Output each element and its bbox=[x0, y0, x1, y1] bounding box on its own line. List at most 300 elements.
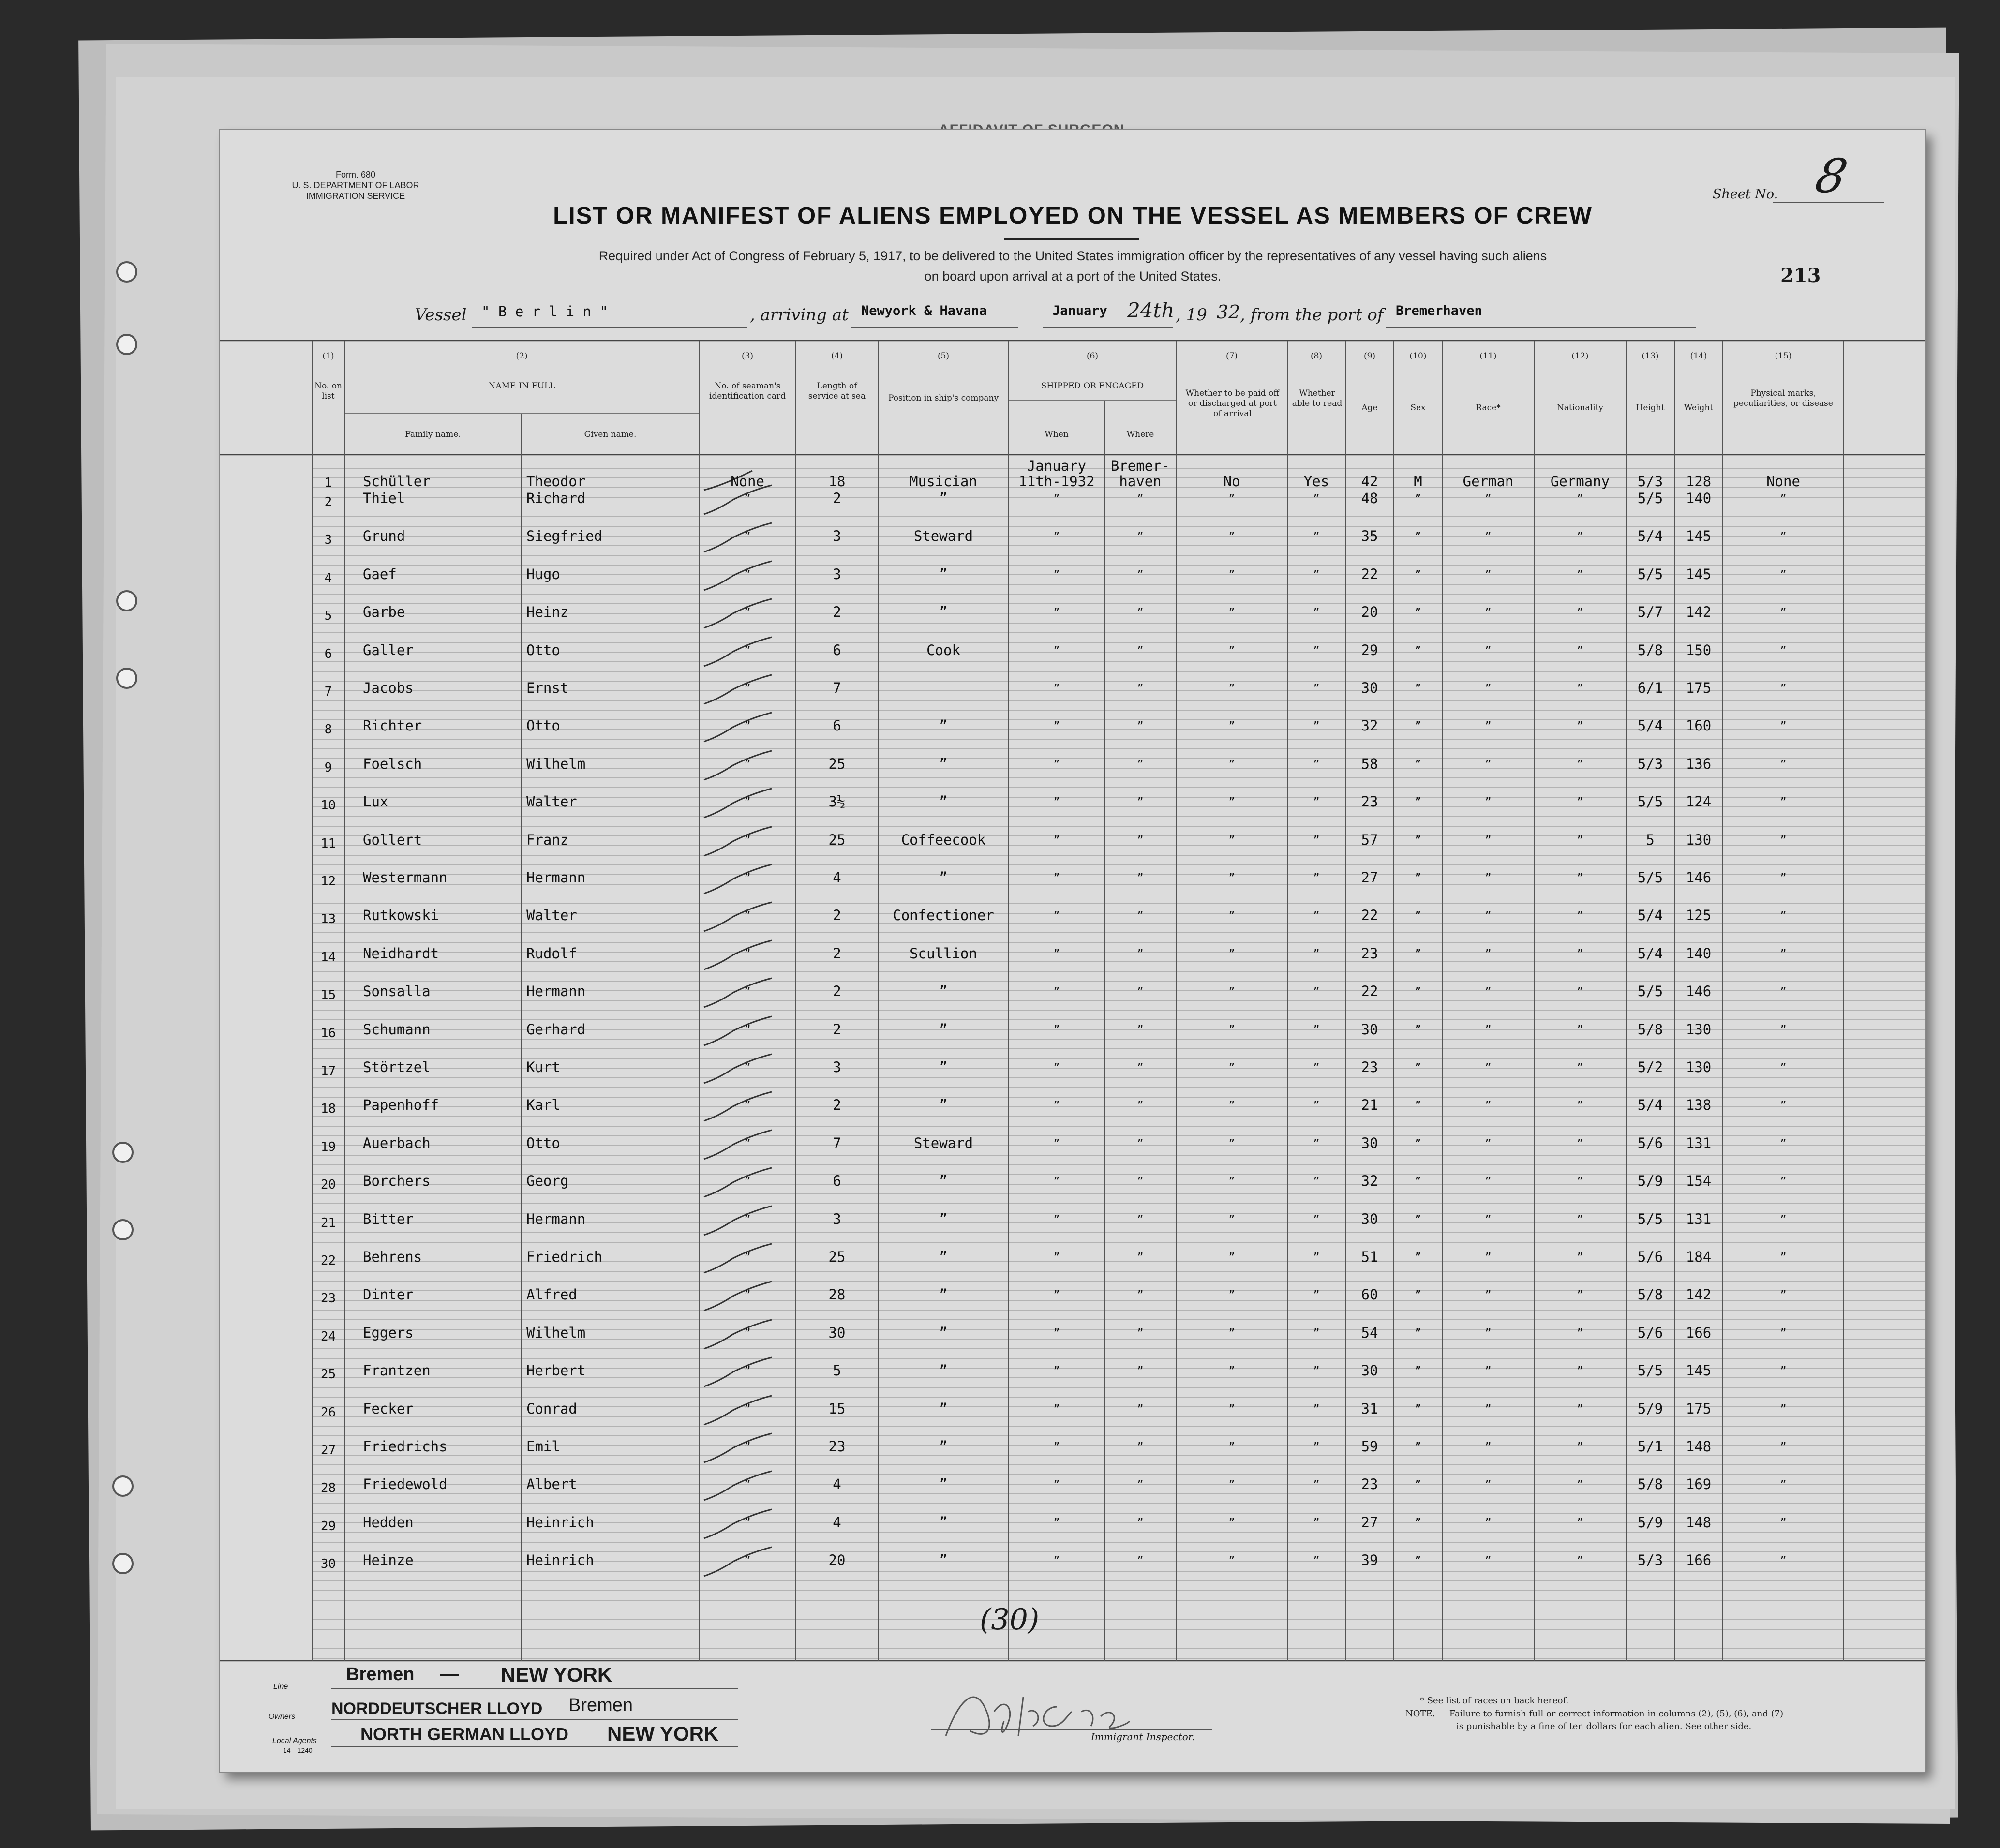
ditto-mark: ” bbox=[1577, 1138, 1583, 1150]
ditto-mark: ” bbox=[1313, 1517, 1320, 1529]
ditto-mark: ” bbox=[1313, 910, 1320, 922]
nationality: Germany bbox=[1550, 473, 1610, 490]
binder-hole bbox=[112, 1142, 134, 1163]
ditto-mark: ” bbox=[1228, 1517, 1235, 1529]
weight: 128 bbox=[1686, 473, 1712, 490]
header-id-card: No. of seaman's identification card bbox=[709, 381, 786, 401]
row-number: 30 bbox=[320, 1557, 336, 1571]
row-number: 22 bbox=[320, 1253, 336, 1268]
header-age: Age bbox=[1361, 403, 1378, 413]
owners-label: Owners bbox=[269, 1713, 296, 1721]
age: 30 bbox=[1361, 1362, 1378, 1379]
ditto-mark: ” bbox=[1577, 1479, 1583, 1491]
ditto-mark: ” bbox=[1577, 1403, 1583, 1416]
height: 5/4 bbox=[1637, 717, 1663, 734]
ditto-mark: ” bbox=[1780, 683, 1787, 695]
height: 5/8 bbox=[1637, 642, 1663, 658]
ditto-mark: ” bbox=[1053, 872, 1060, 884]
ditto-mark: ” bbox=[1228, 1024, 1235, 1036]
col-num: (5) bbox=[937, 351, 950, 361]
ditto-mark: ” bbox=[1415, 872, 1421, 884]
age: 23 bbox=[1361, 945, 1378, 962]
weight: 125 bbox=[1686, 907, 1712, 924]
line-underline bbox=[331, 1688, 738, 1689]
col-num: (13) bbox=[1642, 351, 1659, 361]
given-name: Friedrich bbox=[526, 1249, 603, 1265]
position: ” bbox=[939, 1286, 948, 1303]
age: 32 bbox=[1361, 717, 1378, 734]
weight: 166 bbox=[1686, 1552, 1712, 1568]
col-num: (10) bbox=[1409, 351, 1427, 361]
ditto-mark: ” bbox=[1313, 1555, 1320, 1567]
header-paid-off: Whether to be paid off or discharged at port of arrival bbox=[1185, 388, 1280, 418]
position: Cook bbox=[926, 642, 960, 658]
weight: 160 bbox=[1686, 717, 1712, 734]
ditto-mark: ” bbox=[1053, 1555, 1060, 1567]
ditto-mark: ” bbox=[1313, 986, 1320, 998]
height: 5/5 bbox=[1637, 1211, 1663, 1227]
height: 5/8 bbox=[1637, 1021, 1663, 1038]
service-length: 15 bbox=[828, 1401, 846, 1417]
weight: 145 bbox=[1686, 528, 1712, 544]
row-number: 20 bbox=[320, 1177, 336, 1192]
given-name: Richard bbox=[526, 490, 586, 507]
age: 39 bbox=[1361, 1552, 1378, 1568]
ditto-mark: ” bbox=[1485, 910, 1492, 922]
ditto-mark: ” bbox=[1415, 1555, 1421, 1567]
ditto-mark: ” bbox=[1485, 720, 1492, 732]
ditto-mark: ” bbox=[744, 948, 751, 960]
ditto-mark: ” bbox=[1577, 910, 1583, 922]
ditto-mark: ” bbox=[1053, 1214, 1060, 1226]
weight: 131 bbox=[1686, 1135, 1712, 1151]
binder-hole bbox=[112, 1553, 134, 1574]
ditto-mark: ” bbox=[1485, 645, 1492, 657]
ditto-mark: ” bbox=[1485, 683, 1492, 695]
age: 23 bbox=[1361, 1059, 1378, 1075]
shipped-when-2: 11th-1932 bbox=[1018, 473, 1095, 490]
ditto-mark: ” bbox=[1577, 1517, 1583, 1529]
ditto-mark: ” bbox=[1577, 796, 1583, 808]
family-name: Frantzen bbox=[363, 1362, 431, 1379]
shipped-where-1: Bremer- bbox=[1110, 458, 1170, 474]
ditto-mark: ” bbox=[1053, 759, 1060, 771]
col-num: (4) bbox=[831, 351, 843, 361]
from-label: , from the port of bbox=[1240, 305, 1384, 325]
ditto-mark: ” bbox=[1485, 1365, 1492, 1377]
ditto-mark: ” bbox=[1313, 720, 1320, 732]
header-sex: Sex bbox=[1410, 403, 1426, 413]
sex: M bbox=[1414, 473, 1422, 490]
header-position: Position in ship's company bbox=[888, 393, 999, 403]
owner-name: NORDDEUTSCHER LLOYD bbox=[331, 1699, 543, 1718]
position: Scullion bbox=[910, 945, 977, 962]
row-number: 25 bbox=[320, 1367, 336, 1382]
row-number: 2 bbox=[324, 495, 332, 509]
ditto-mark: ” bbox=[744, 1403, 751, 1416]
ditto-mark: ” bbox=[1485, 1479, 1492, 1491]
col-num: (11) bbox=[1479, 351, 1497, 361]
ditto-mark: ” bbox=[1485, 1100, 1492, 1112]
penalty-note-1: NOTE. — Failure to furnish full or correct information in columns (2), (5), (6), and (7) bbox=[1405, 1709, 1784, 1719]
family-name: Richter bbox=[363, 717, 422, 734]
ditto-mark: ” bbox=[1415, 569, 1421, 581]
col-num: (15) bbox=[1775, 351, 1792, 361]
position: ” bbox=[939, 1173, 948, 1189]
ditto-mark: ” bbox=[1053, 1024, 1060, 1036]
ditto-mark: ” bbox=[744, 720, 751, 732]
position: Musician bbox=[910, 473, 977, 490]
row-number: 21 bbox=[320, 1216, 336, 1230]
ditto-mark: ” bbox=[1780, 796, 1787, 808]
given-name: Otto bbox=[526, 717, 560, 734]
age: 57 bbox=[1361, 832, 1378, 848]
age: 58 bbox=[1361, 756, 1378, 772]
ditto-mark: ” bbox=[1313, 1289, 1320, 1301]
ditto-mark: ” bbox=[1137, 1327, 1144, 1340]
ditto-mark: ” bbox=[1137, 1024, 1144, 1036]
service-length: 2 bbox=[833, 490, 841, 507]
requirement-line-1: Required under Act of Congress of February 5, 1917, to be delivered to the United States immigration officer by the representatives of any vessel having such aliens bbox=[598, 249, 1547, 263]
inspector-label: Immigrant Inspector. bbox=[1091, 1731, 1195, 1743]
ditto-mark: ” bbox=[1577, 645, 1583, 657]
ditto-mark: ” bbox=[1228, 1062, 1235, 1074]
ditto-mark: ” bbox=[1313, 1403, 1320, 1416]
ditto-mark: ” bbox=[1485, 1024, 1492, 1036]
ditto-mark: ” bbox=[1485, 493, 1492, 505]
ditto-mark: ” bbox=[1137, 1365, 1144, 1377]
given-name: Heinrich bbox=[526, 1552, 594, 1568]
height: 5/5 bbox=[1637, 869, 1663, 886]
service-length: 2 bbox=[833, 1021, 841, 1038]
ditto-mark: ” bbox=[1485, 1252, 1492, 1264]
ditto-mark: ” bbox=[1780, 910, 1787, 922]
ditto-mark: ” bbox=[744, 1517, 751, 1529]
given-name: Heinrich bbox=[526, 1514, 594, 1531]
ditto-mark: ” bbox=[1137, 1062, 1144, 1074]
family-name: Friedewold bbox=[363, 1476, 448, 1492]
ditto-mark: ” bbox=[1780, 1403, 1787, 1416]
age: 30 bbox=[1361, 1021, 1378, 1038]
weight: 166 bbox=[1686, 1325, 1712, 1341]
ditto-mark: ” bbox=[1228, 796, 1235, 808]
service-length: 2 bbox=[833, 604, 841, 620]
ditto-mark: ” bbox=[1415, 1100, 1421, 1112]
ditto-mark: ” bbox=[1137, 759, 1144, 771]
family-name: Borchers bbox=[363, 1173, 431, 1189]
service-length: 28 bbox=[828, 1286, 846, 1303]
weight: 150 bbox=[1686, 642, 1712, 658]
given-name: Wilhelm bbox=[526, 756, 586, 772]
family-name: Fecker bbox=[363, 1401, 414, 1417]
service-length: 3 bbox=[833, 528, 841, 544]
age: 20 bbox=[1361, 604, 1378, 620]
position: ” bbox=[939, 566, 948, 582]
given-name: Hermann bbox=[526, 1211, 586, 1227]
ditto-mark: ” bbox=[1053, 607, 1060, 619]
race: German bbox=[1463, 473, 1514, 490]
header-length-service: Length of service at sea bbox=[808, 381, 866, 401]
ditto-mark: ” bbox=[1780, 948, 1787, 960]
weight: 146 bbox=[1686, 983, 1712, 999]
weight: 140 bbox=[1686, 945, 1712, 962]
family-name: Gollert bbox=[363, 832, 422, 848]
ditto-mark: ” bbox=[1577, 607, 1583, 619]
line-from: Bremen bbox=[346, 1664, 415, 1684]
ditto-mark: ” bbox=[744, 607, 751, 619]
owners-underline bbox=[331, 1719, 738, 1720]
service-length: 2 bbox=[833, 1097, 841, 1113]
row-number: 17 bbox=[320, 1064, 336, 1078]
paid-off: No bbox=[1223, 473, 1240, 490]
ditto-mark: ” bbox=[1415, 796, 1421, 808]
age: 22 bbox=[1361, 566, 1378, 582]
ditto-mark: ” bbox=[1228, 759, 1235, 771]
family-name: Jacobs bbox=[363, 680, 414, 696]
ditto-mark: ” bbox=[744, 683, 751, 695]
ditto-mark: ” bbox=[1313, 1176, 1320, 1188]
ditto-mark: ” bbox=[1415, 1138, 1421, 1150]
ditto-mark: ” bbox=[1415, 1024, 1421, 1036]
given-name: Otto bbox=[526, 642, 560, 658]
service-length: 23 bbox=[828, 1438, 846, 1455]
ditto-mark: ” bbox=[1228, 569, 1235, 581]
family-name: Heinze bbox=[363, 1552, 414, 1568]
header-race: Race* bbox=[1476, 403, 1501, 413]
ditto-mark: ” bbox=[1228, 531, 1235, 543]
ditto-mark: ” bbox=[1577, 1289, 1583, 1301]
row-number: 4 bbox=[324, 571, 332, 585]
height: 5/5 bbox=[1637, 793, 1663, 810]
year-prefix: , 19 bbox=[1176, 305, 1207, 325]
port-underline bbox=[1386, 327, 1696, 328]
ditto-mark: ” bbox=[1780, 1176, 1787, 1188]
given-name: Rudolf bbox=[526, 945, 577, 962]
age: 27 bbox=[1361, 1514, 1378, 1531]
ditto-mark: ” bbox=[1577, 531, 1583, 543]
service-length: 3 bbox=[833, 1059, 841, 1075]
owner-city: Bremen bbox=[568, 1695, 633, 1715]
ditto-mark: ” bbox=[1415, 607, 1421, 619]
given-name: Conrad bbox=[526, 1401, 577, 1417]
department-label: U. S. DEPARTMENT OF LABOR bbox=[292, 180, 419, 190]
ditto-mark: ” bbox=[1415, 835, 1421, 847]
ditto-mark: ” bbox=[1485, 1214, 1492, 1226]
service-length: 3½ bbox=[828, 793, 846, 810]
ditto-mark: ” bbox=[744, 531, 751, 543]
weight: 175 bbox=[1686, 1401, 1712, 1417]
ditto-mark: ” bbox=[1577, 1252, 1583, 1264]
age: 54 bbox=[1361, 1325, 1378, 1341]
ditto-mark: ” bbox=[1577, 1365, 1583, 1377]
ditto-mark: ” bbox=[1053, 796, 1060, 808]
family-name: Papenhoff bbox=[363, 1097, 439, 1113]
ditto-mark: ” bbox=[744, 1365, 751, 1377]
agents-name: NORTH GERMAN LLOYD bbox=[360, 1724, 568, 1744]
ditto-mark: ” bbox=[1313, 1100, 1320, 1112]
height: 5/5 bbox=[1637, 490, 1663, 507]
arriving-underline bbox=[851, 327, 1018, 328]
position: ” bbox=[939, 1438, 948, 1455]
row-number: 27 bbox=[320, 1443, 336, 1458]
ditto-mark: ” bbox=[1313, 493, 1320, 505]
weight: 140 bbox=[1686, 490, 1712, 507]
given-name: Walter bbox=[526, 907, 577, 924]
ditto-mark: ” bbox=[1313, 569, 1320, 581]
ditto-mark: ” bbox=[1313, 1024, 1320, 1036]
given-name: Georg bbox=[526, 1173, 569, 1189]
col-num: (8) bbox=[1310, 351, 1323, 361]
given-name: Hermann bbox=[526, 869, 586, 886]
family-name: Garbe bbox=[363, 604, 405, 620]
age: 23 bbox=[1361, 793, 1378, 810]
family-name: Hedden bbox=[363, 1514, 414, 1531]
ditto-mark: ” bbox=[1228, 1176, 1235, 1188]
ditto-mark: ” bbox=[1485, 796, 1492, 808]
able-read: Yes bbox=[1303, 473, 1329, 490]
sheet-number: 8 bbox=[1811, 149, 1852, 203]
position: Confectioner bbox=[893, 907, 994, 924]
ditto-mark: ” bbox=[1577, 569, 1583, 581]
row-number: 23 bbox=[320, 1291, 336, 1306]
ditto-mark: ” bbox=[1415, 683, 1421, 695]
arrival-month: January bbox=[1052, 303, 1107, 318]
ditto-mark: ” bbox=[1228, 910, 1235, 922]
vessel-underline bbox=[472, 327, 747, 328]
ditto-mark: ” bbox=[1053, 1517, 1060, 1529]
ditto-mark: ” bbox=[1415, 1252, 1421, 1264]
ditto-mark: ” bbox=[1137, 1403, 1144, 1416]
position: ” bbox=[939, 1514, 948, 1531]
ditto-mark: ” bbox=[1137, 1214, 1144, 1226]
ditto-mark: ” bbox=[1415, 1403, 1421, 1416]
row-number: 14 bbox=[320, 950, 336, 965]
header-shipped: SHIPPED OR ENGAGED bbox=[1041, 381, 1144, 391]
ditto-mark: ” bbox=[1485, 872, 1492, 884]
row-number: 1 bbox=[324, 476, 332, 490]
height: 5/3 bbox=[1637, 473, 1663, 490]
family-name: Westermann bbox=[363, 869, 448, 886]
col-num: (9) bbox=[1363, 351, 1376, 361]
given-name: Heinz bbox=[526, 604, 569, 620]
row-number: 7 bbox=[324, 685, 332, 699]
given-name: Siegfried bbox=[526, 528, 603, 544]
binder-hole bbox=[116, 334, 137, 355]
ditto-mark: ” bbox=[1053, 493, 1060, 505]
ditto-mark: ” bbox=[1228, 720, 1235, 732]
ditto-mark: ” bbox=[1415, 1327, 1421, 1340]
service-length: 4 bbox=[833, 869, 841, 886]
row-number: 15 bbox=[320, 988, 336, 1002]
ditto-mark: ” bbox=[744, 1062, 751, 1074]
line-label: Line bbox=[273, 1683, 288, 1691]
weight: 184 bbox=[1686, 1249, 1712, 1265]
ditto-mark: ” bbox=[1228, 1252, 1235, 1264]
height: 5/6 bbox=[1637, 1325, 1663, 1341]
row-number: 28 bbox=[320, 1481, 336, 1495]
ditto-mark: ” bbox=[1053, 683, 1060, 695]
age: 21 bbox=[1361, 1097, 1378, 1113]
ditto-mark: ” bbox=[1137, 720, 1144, 732]
ditto-mark: ” bbox=[1137, 645, 1144, 657]
ditto-mark: ” bbox=[1137, 796, 1144, 808]
weight: 145 bbox=[1686, 1362, 1712, 1379]
family-name: Schumann bbox=[363, 1021, 431, 1038]
service-length: 6 bbox=[833, 1173, 841, 1189]
ditto-mark: ” bbox=[1313, 1327, 1320, 1340]
age: 22 bbox=[1361, 983, 1378, 999]
weight: 130 bbox=[1686, 1059, 1712, 1075]
ditto-mark: ” bbox=[1415, 1289, 1421, 1301]
position: ” bbox=[939, 490, 948, 507]
ditto-mark: ” bbox=[1415, 493, 1421, 505]
ditto-mark: ” bbox=[1415, 1479, 1421, 1491]
ditto-mark: ” bbox=[1228, 1441, 1235, 1453]
ditto-mark: ” bbox=[1053, 1403, 1060, 1416]
stamp-number: 213 bbox=[1780, 264, 1821, 287]
ditto-mark: ” bbox=[1780, 1479, 1787, 1491]
ditto-mark: ” bbox=[1577, 1024, 1583, 1036]
ditto-mark: ” bbox=[1577, 1062, 1583, 1074]
voyage-line bbox=[220, 298, 1865, 326]
ditto-mark: ” bbox=[1485, 1062, 1492, 1074]
ditto-mark: ” bbox=[744, 910, 751, 922]
ditto-mark: ” bbox=[1485, 1441, 1492, 1453]
height: 5/9 bbox=[1637, 1401, 1663, 1417]
header-weight: Weight bbox=[1684, 403, 1714, 413]
line-to: NEW YORK bbox=[501, 1663, 612, 1686]
position: Steward bbox=[913, 1135, 973, 1151]
family-name: Dinter bbox=[363, 1286, 414, 1303]
ditto-mark: ” bbox=[1780, 1252, 1787, 1264]
height: 5/2 bbox=[1637, 1059, 1663, 1075]
header-family-name: Family name. bbox=[405, 430, 461, 439]
ditto-mark: ” bbox=[1780, 1555, 1787, 1567]
ditto-mark: ” bbox=[1228, 1327, 1235, 1340]
ditto-mark: ” bbox=[1780, 872, 1787, 884]
family-name: Eggers bbox=[363, 1325, 414, 1341]
service-length: 7 bbox=[833, 680, 841, 696]
weight: 131 bbox=[1686, 1211, 1712, 1227]
height: 5/9 bbox=[1637, 1514, 1663, 1531]
requirement-line-2: on board upon arrival at a port of the United States. bbox=[924, 269, 1222, 283]
ditto-mark: ” bbox=[1228, 1555, 1235, 1567]
ditto-mark: ” bbox=[1228, 1479, 1235, 1491]
ditto-mark: ” bbox=[1577, 1100, 1583, 1112]
ditto-mark: ” bbox=[1053, 1365, 1060, 1377]
family-name: Lux bbox=[363, 793, 388, 810]
family-name: Neidhardt bbox=[363, 945, 439, 962]
age: 60 bbox=[1361, 1286, 1378, 1303]
ditto-mark: ” bbox=[1577, 683, 1583, 695]
row-number: 18 bbox=[320, 1102, 336, 1116]
ditto-mark: ” bbox=[1313, 1365, 1320, 1377]
ditto-mark: ” bbox=[1137, 531, 1144, 543]
ditto-mark: ” bbox=[1053, 1100, 1060, 1112]
ditto-mark: ” bbox=[1137, 910, 1144, 922]
ditto-mark: ” bbox=[1485, 948, 1492, 960]
ditto-mark: ” bbox=[1053, 1441, 1060, 1453]
row-number: 29 bbox=[320, 1519, 336, 1534]
age: 22 bbox=[1361, 907, 1378, 924]
ditto-mark: ” bbox=[744, 1289, 751, 1301]
service-length: 25 bbox=[828, 832, 846, 848]
given-name: Hugo bbox=[526, 566, 560, 582]
ditto-mark: ” bbox=[1137, 1289, 1144, 1301]
ditto-mark: ” bbox=[1053, 1138, 1060, 1150]
ditto-mark: ” bbox=[1137, 1517, 1144, 1529]
penalty-note-2: is punishable by a fine of ten dollars for each alien. See other side. bbox=[1456, 1721, 1752, 1731]
